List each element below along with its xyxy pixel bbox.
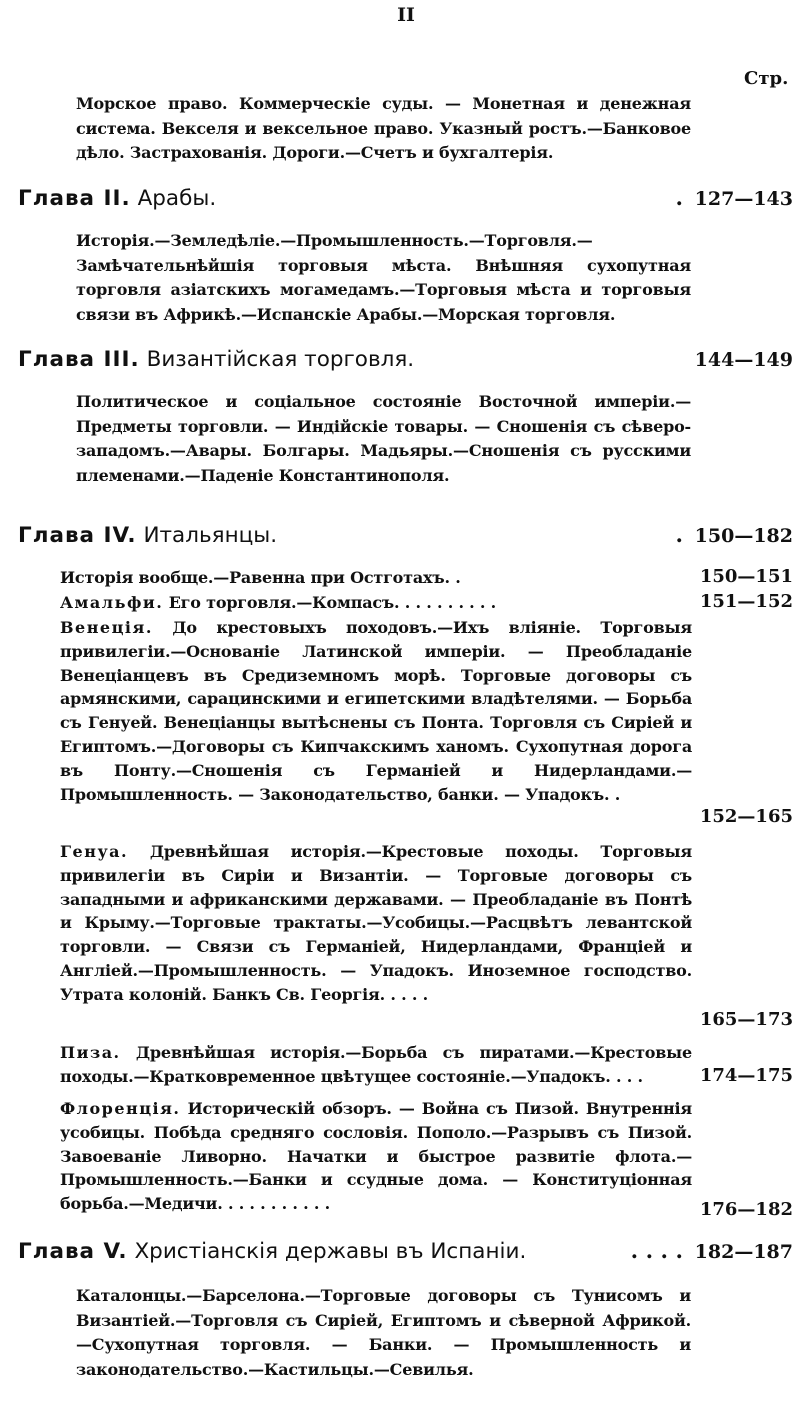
chapter-title: Византійская торговля. <box>146 347 415 372</box>
toc-entry <box>60 1097 793 1220</box>
leader-dots: . . . . . . . . . <box>404 593 497 612</box>
entry-text: Историческій обзоръ. — Война съ Пизой. Внутреннія усобицы. Побѣда средняго сословія. Пополо.—Разрывъ съ Пизой. Завоеваніе Ливорно. Начатки и быстрое развитіе флота.—Промышленность.—Банки и ссудные дома. — Конституціонная борьба.—Медичи. <box>60 1099 693 1214</box>
page-range: 174—175 <box>699 1065 793 1086</box>
entry-text: Древнѣйшая исторія.—Борьба съ пиратами.—Крестовые походы.—Кратковременное цвѣтущее состояніе.—Упадокъ. <box>60 1043 693 1086</box>
entry-name: Венеція. <box>60 618 153 637</box>
chapter-heading <box>18 521 793 551</box>
entry-name: Амальфи. <box>60 593 164 612</box>
entry-text: Его торговля.—Компасъ. <box>168 593 400 612</box>
chapter-label: Глава IV. <box>18 523 137 548</box>
leader-dots: . <box>614 784 621 804</box>
leader-dots: . . . <box>615 1066 643 1086</box>
chapter-summary: Каталонцы.—Барселона.—Торговые договоры съ Тунисомъ и Византіей.—Торговля съ Сиріей, Египтомъ и сѣверной Африкой.—Сухопутная торговля. — Банки. — Промышленность и законодательство.—Кастильцы.—Севилья. <box>76 1286 691 1379</box>
toc-entry <box>60 591 793 615</box>
toc-entry <box>60 616 793 827</box>
chapter-label: Глава III. <box>18 347 140 372</box>
page-range: 165—173 <box>699 1009 793 1030</box>
entry-name: Пиза. <box>60 1043 121 1062</box>
entry-text: До крестовыхъ походовъ.—Ихъ вліяніе. Торговыя привилегіи.—Основаніе Латинской имперіи. — Преобладаніе Венеціанцевъ въ Средиземномъ морѣ. Торговые договоры съ армянскими, сарацинскими и египетскими владѣтелями. — Борьба съ Генуей. Венеціанцы вытѣснены съ Понта. Торговля съ Сиріей и Египтомъ.—Договоры съ Кипчакскимъ ханомъ. Сухопутная дорога въ Понту.—Сношенія съ Германіей и Нидерландами.—Промышленность. — Законодательство, банки. — Упадокъ. <box>60 618 692 804</box>
pages-column-header: Стр. <box>744 68 789 89</box>
page-range: 176—182 <box>699 1199 793 1220</box>
chapter-summary: Политическое и соціальное состояніе Восточной имперіи.—Предметы торговли. — Индійскіе товары. — Сношенія съ сѣверо-западомъ.—Авары. Болгары. Мадьяры.—Сношенія съ русскими племенами.—Паденіе Константинополя. <box>76 392 691 485</box>
intro-text: Морское право. Коммерческіе суды. — Монетная и денежная система. Векселя и вексельное право. Указный ростъ.—Банковое дѣло. Застрахованія. Дороги.—Счетъ и бухгалтерія. <box>76 94 691 162</box>
page-range: 152—165 <box>699 806 793 827</box>
chapter-label: Глава V. <box>18 1239 128 1264</box>
entry-text: Древнѣйшая исторія.—Крестовые походы. Торговыя привилегіи въ Сиріи и Византіи. — Торговые договоры съ западными и африканскими державами. — Преобладаніе въ Понтѣ и Крыму.—Торговые трактаты.—Усобицы.—Расцвѣтъ левантской торговли. — Связи съ Германіей, Нидерландами, Франціей и Англіей.—Промышленность. — Упадокъ. Иноземное господство. Утрата колоній. Банкъ Св. Георгія. <box>60 842 692 1004</box>
page-number: II <box>397 4 415 26</box>
chapter-title: Христіанскія державы въ Испаніи. <box>134 1239 527 1264</box>
toc-entry <box>60 1041 793 1089</box>
page-range: 150—182 <box>694 525 793 547</box>
page-range: 151—152 <box>699 591 793 612</box>
leader-dots: . <box>675 186 683 211</box>
leader-dots: . . . . . . . . . . <box>227 1194 330 1214</box>
chapter-heading <box>18 184 793 214</box>
page-range: 127—143 <box>694 188 793 210</box>
chapter-summary: Исторія.—Земледѣліе.—Промышленность.—Торговля.—Замѣчательнѣйшія торговыя мѣста. Внѣшняя сухопутная торговля азіатскихъ могамедамъ.—Торговыя мѣста и торговыя связи въ Африкѣ.—Испанскіе Арабы.—Морская торговля. <box>76 231 691 324</box>
chapter-title: Итальянцы. <box>143 523 278 548</box>
leader-dots: . . . . <box>630 1239 683 1264</box>
entry-name: Флоренція. <box>60 1099 181 1118</box>
chapter-title: Арабы. <box>137 186 217 211</box>
chapter-label: Глава II. <box>18 186 131 211</box>
entry-text: Исторія вообще.—Равенна при Остготахъ. <box>60 568 450 587</box>
chapter-heading <box>18 1237 793 1267</box>
page-range: 150—151 <box>699 566 793 587</box>
leader-dots: . <box>455 568 461 587</box>
toc-entry <box>60 840 793 1030</box>
page-range: 182—187 <box>694 1241 793 1263</box>
page-range: 144—149 <box>694 349 793 371</box>
chapter-heading <box>18 345 793 375</box>
entry-name: Генуа. <box>60 842 129 861</box>
leader-dots: . . . . <box>390 984 428 1004</box>
leader-dots: . <box>675 523 683 548</box>
toc-entry <box>60 566 793 590</box>
